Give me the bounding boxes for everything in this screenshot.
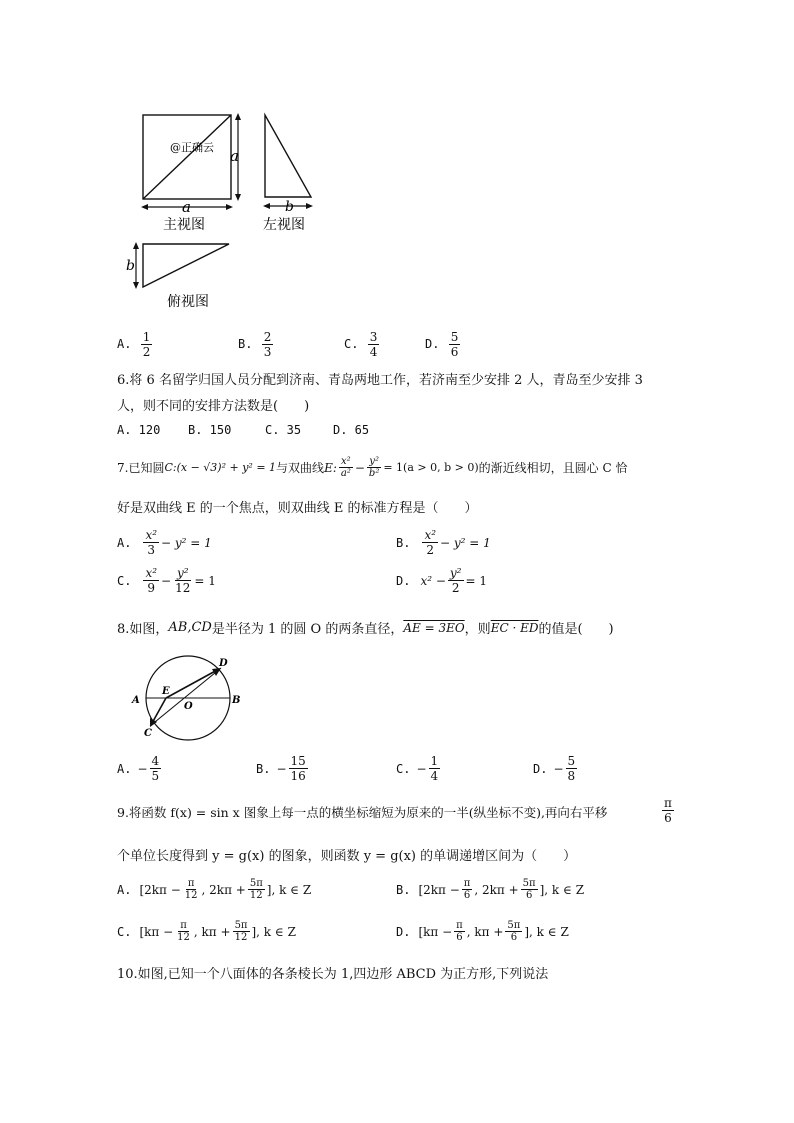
q8-line1: 8.如图， AB,CD 是半径为 1 的圆 O 的两条直径， AE = 3EO ，则 EC · ED 的值是( ) (117, 620, 614, 637)
svg-text:A: A (132, 695, 140, 706)
q6-option-a: A. 120 (117, 423, 161, 437)
label-a-side: a (230, 147, 239, 165)
svg-text:E: E (162, 686, 170, 697)
three-view-figure (112, 105, 322, 315)
q8-option-a: A. − $\frac{4}{5}$ (117, 754, 160, 783)
q7-option-c: C. $\frac{\text{x²}}{9}$ − $\frac{\text{y²}}{12}$ = 1 (117, 566, 216, 595)
q9-option-d: D. [kπ − $\frac{\pi}{6}$ , kπ + $\frac{5\pi}{6}$ ], k ∈ Z (396, 920, 569, 943)
q6-option-d: D. 65 (333, 423, 370, 437)
q6-line2: 人，则不同的安排方法数是( ) (117, 399, 310, 414)
left-view-caption: 左视图 (263, 217, 305, 233)
q7-line2: 好是双曲线 E 的一个焦点，则双曲线 E 的标准方程是（ ） (117, 501, 478, 516)
q9-line2: 个单位长度得到 y = g(x) 的图象，则函数 y = g(x) 的单调递增区间为（ ） (117, 849, 577, 864)
q7-option-d: D. x² − $\frac{\text{y²}}{2}$ = 1 (396, 566, 488, 595)
q8-option-c: C. − $\frac{1}{4}$ (396, 754, 439, 783)
circle-figure (128, 655, 248, 745)
q7-line1: 7.已知圆 C:(x − √3)² + y² = 1 与双曲线 E: $\frac{\text{x²}}{\text{a²}}$ − $\frac{\text{y²}}{\text{b²}}$ = 1(a > 0, b > 0) 的渐近线相切，且圆心 C 恰 (117, 456, 628, 479)
q9-option-b: B. [2kπ − $\frac{\pi}{6}$ , 2kπ + $\frac{5\pi}{6}$ ], k ∈ Z (396, 878, 585, 901)
svg-text:O: O (184, 701, 193, 712)
main-view-caption: 主视图 (163, 217, 205, 233)
q5-option-c: C. $\frac{3}{4}$ (344, 330, 378, 359)
q10-line1: 10.如图,已知一个八面体的各条棱长为 1,四边形 ABCD 为正方形,下列说法 (117, 967, 549, 982)
left-view-triangle (265, 115, 311, 197)
q9-line1: 9.将函数 f(x) = sin x 图象上每一点的横坐标缩短为原来的一半(纵坐标不变),再向右平移 (117, 805, 608, 820)
q5-option-a: A. $\frac{1}{2}$ (117, 330, 151, 359)
q6-option-b: B. 150 (188, 423, 232, 437)
diameter-cd (150, 668, 221, 726)
q9-option-c: C. [kπ − $\frac{\pi}{12}$ , kπ + $\frac{5\pi}{12}$ ], k ∈ Z (117, 920, 296, 943)
q9-shift-fraction: $\frac{\pi}{6}$ (664, 796, 672, 825)
q8-option-b: B. − $\frac{15}{16}$ (256, 754, 306, 783)
top-view-triangle (143, 244, 229, 287)
label-a-bottom: a (182, 198, 191, 216)
vector-ed (166, 669, 219, 698)
svg-text:D: D (219, 658, 228, 669)
q7-option-a: A. $\frac{\text{x²}}{3}$ − y² = 1 (117, 528, 212, 557)
watermark: @正确云 (170, 141, 214, 154)
q9-option-a: A. [2kπ − $\frac{\pi}{12}$ , 2kπ + $\frac{5\pi}{12}$ ], k ∈ Z (117, 878, 312, 901)
svg-text:B: B (232, 695, 241, 706)
q6-line1: 6.将 6 名留学归国人员分配到济南、青岛两地工作，若济南至少安排 2 人，青岛至少安排 3 (117, 373, 643, 388)
q5-option-d: D. $\frac{5}{6}$ (425, 330, 459, 359)
q5-option-b: B. $\frac{2}{3}$ (238, 330, 272, 359)
top-view-caption: 俯视图 (167, 294, 209, 310)
q8-option-d: D. − $\frac{5}{8}$ (533, 754, 576, 783)
svg-text:C: C (144, 728, 152, 739)
label-b-top: b (285, 199, 294, 215)
q7-option-b: B. $\frac{\text{x²}}{2}$ − y² = 1 (396, 528, 491, 557)
q6-option-c: C. 35 (265, 423, 302, 437)
main-view-diagonal (143, 115, 231, 199)
label-b-left: b (126, 258, 135, 274)
